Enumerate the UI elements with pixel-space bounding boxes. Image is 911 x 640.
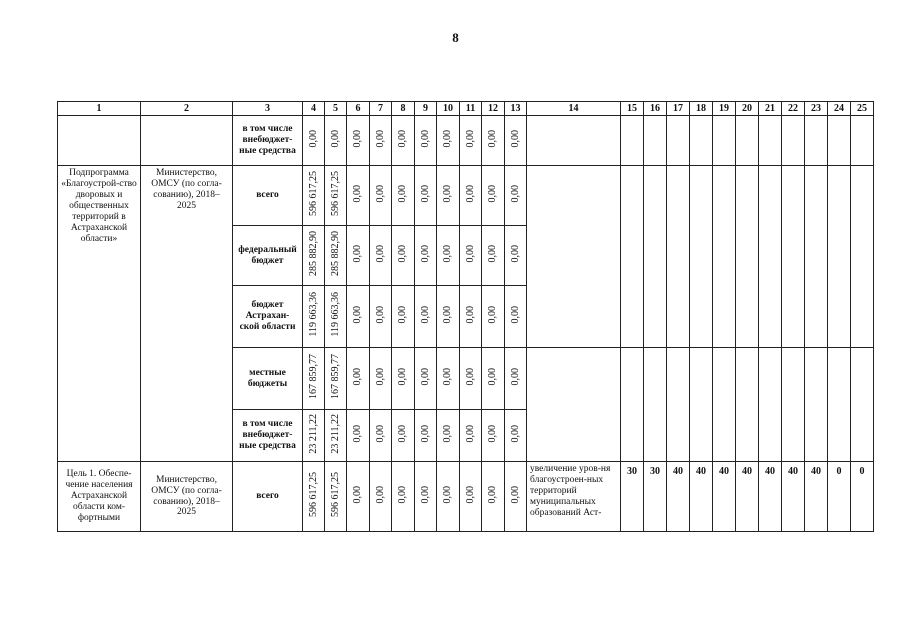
amount-value: 0,00 (509, 129, 521, 148)
amount-value: 0,00 (464, 244, 476, 263)
amount-value: 0,00 (442, 305, 454, 324)
amount-cell (460, 226, 482, 286)
amount-cell (437, 410, 460, 462)
amount-cell (392, 226, 415, 286)
amount-cell (347, 116, 370, 166)
header-cell: 23 (805, 102, 828, 116)
amount-value: 0,00 (464, 485, 476, 504)
amount-cell (325, 116, 347, 166)
amount-cell (460, 166, 482, 226)
table-row (58, 462, 874, 532)
header-cell: 6 (347, 102, 370, 116)
amount-value: 0,00 (419, 129, 431, 148)
amount-value: 0,00 (307, 129, 319, 148)
target-cell (851, 116, 874, 166)
amount-value: 0,00 (464, 129, 476, 148)
header-cell: 17 (667, 102, 690, 116)
amount-value: 0,00 (487, 367, 499, 386)
header-cell: 2 (141, 102, 233, 116)
amount-cell (325, 286, 347, 348)
amount-cell (415, 226, 437, 286)
amount-value: 0,00 (352, 485, 364, 504)
amount-cell (303, 410, 325, 462)
header-cell: 3 (233, 102, 303, 116)
amount-value: 0,00 (419, 184, 431, 203)
header-cell: 9 (415, 102, 437, 116)
amount-value: 0,00 (397, 244, 409, 263)
amount-value: 0,00 (352, 367, 364, 386)
amount-value: 0,00 (509, 184, 521, 203)
amount-cell (437, 462, 460, 532)
amount-cell (437, 348, 460, 410)
amount-cell (482, 286, 505, 348)
amount-value: 0,00 (352, 184, 364, 203)
amount-cell (437, 286, 460, 348)
amount-cell (415, 286, 437, 348)
amount-cell (347, 286, 370, 348)
amount-value: 0,00 (464, 367, 476, 386)
target-value: 40 (690, 462, 713, 532)
amount-value: 0,00 (374, 129, 386, 148)
target-cell (713, 166, 736, 348)
amount-cell (392, 286, 415, 348)
amount-cell (482, 410, 505, 462)
amount-cell (415, 410, 437, 462)
amount-value: 0,00 (487, 424, 499, 443)
header-cell: 7 (370, 102, 392, 116)
amount-value: 0,00 (487, 485, 499, 504)
target-cell (690, 116, 713, 166)
amount-cell (370, 166, 392, 226)
amount-cell (460, 116, 482, 166)
target-cell (736, 166, 759, 348)
amount-value: 596 617,25 (307, 171, 319, 217)
amount-cell (505, 410, 527, 462)
amount-value: 23 211,22 (307, 413, 319, 454)
source-label: бюджет Астрахан-ской области (233, 286, 303, 348)
target-cell (713, 116, 736, 166)
amount-value: 0,00 (487, 184, 499, 203)
amount-cell (392, 166, 415, 226)
amount-value: 0,00 (374, 424, 386, 443)
amount-value: 0,00 (464, 424, 476, 443)
amount-cell (505, 116, 527, 166)
amount-cell (482, 166, 505, 226)
amount-cell (347, 348, 370, 410)
target-cell (782, 348, 805, 462)
amount-cell (325, 410, 347, 462)
subprogram-name: Подпрограмма «Благоустрой-ство дворовых и общественных территорий в Астраханской области» (58, 166, 141, 462)
amount-value: 0,00 (374, 244, 386, 263)
target-cell (621, 116, 644, 166)
amount-value: 0,00 (374, 184, 386, 203)
target-value: 40 (805, 462, 828, 532)
target-cell (690, 348, 713, 462)
amount-value: 0,00 (442, 424, 454, 443)
amount-cell (460, 462, 482, 532)
program-name-cell (58, 116, 141, 166)
target-cell (644, 348, 667, 462)
header-cell: 5 (325, 102, 347, 116)
target-cell (759, 348, 782, 462)
source-label: местные бюджеты (233, 348, 303, 410)
amount-cell (325, 166, 347, 226)
amount-cell (505, 286, 527, 348)
amount-value: 0,00 (464, 305, 476, 324)
header-cell: 14 (527, 102, 621, 116)
amount-cell (505, 462, 527, 532)
target-cell (713, 348, 736, 462)
amount-cell (347, 166, 370, 226)
amount-cell (460, 286, 482, 348)
amount-cell (392, 410, 415, 462)
amount-cell (325, 226, 347, 286)
amount-cell (415, 166, 437, 226)
subprogram-executor: Министерство, ОМСУ (по согла-сованию), 2018–2025 (141, 166, 233, 462)
amount-cell (415, 348, 437, 410)
executor-cell (141, 116, 233, 166)
amount-value: 119 663,36 (329, 292, 341, 337)
amount-cell (437, 166, 460, 226)
source-label: в том числе внебюджет-ные средства (233, 410, 303, 462)
amount-cell (505, 166, 527, 226)
target-cell (667, 348, 690, 462)
amount-value: 167 859,77 (307, 354, 319, 400)
amount-value: 0,00 (397, 424, 409, 443)
header-cell: 10 (437, 102, 460, 116)
amount-value: 0,00 (419, 485, 431, 504)
target-cell (828, 166, 851, 348)
amount-cell (392, 348, 415, 410)
amount-cell (460, 410, 482, 462)
amount-value: 596 617,25 (329, 472, 341, 518)
amount-cell (370, 286, 392, 348)
goal-executor: Министерство, ОМСУ (по согла-сованию), 2018–2025 (141, 462, 233, 532)
amount-cell (370, 348, 392, 410)
target-cell (828, 348, 851, 462)
target-value: 30 (621, 462, 644, 532)
header-cell: 21 (759, 102, 782, 116)
target-value: 40 (713, 462, 736, 532)
amount-value: 0,00 (419, 424, 431, 443)
amount-value: 596 617,25 (307, 472, 319, 518)
target-cell (667, 116, 690, 166)
amount-cell (482, 116, 505, 166)
amount-value: 0,00 (397, 485, 409, 504)
amount-cell (482, 348, 505, 410)
amount-value: 0,00 (509, 485, 521, 504)
amount-value: 0,00 (419, 244, 431, 263)
amount-cell (392, 116, 415, 166)
amount-cell (460, 348, 482, 410)
amount-cell (325, 462, 347, 532)
header-cell: 24 (828, 102, 851, 116)
amount-value: 167 859,77 (329, 354, 341, 400)
amount-cell (303, 462, 325, 532)
amount-value: 0,00 (442, 367, 454, 386)
header-cell: 16 (644, 102, 667, 116)
amount-value: 0,00 (352, 424, 364, 443)
header-cell: 22 (782, 102, 805, 116)
amount-cell (303, 348, 325, 410)
amount-cell (505, 348, 527, 410)
header-cell: 19 (713, 102, 736, 116)
amount-value: 0,00 (509, 305, 521, 324)
header-cell: 1 (58, 102, 141, 116)
header-cell: 15 (621, 102, 644, 116)
amount-value: 0,00 (352, 305, 364, 324)
amount-value: 0,00 (419, 305, 431, 324)
amount-value: 0,00 (442, 129, 454, 148)
target-cell (782, 166, 805, 348)
amount-value: 0,00 (397, 367, 409, 386)
target-cell (644, 166, 667, 348)
target-cell (644, 116, 667, 166)
header-cell: 13 (505, 102, 527, 116)
amount-value: 0,00 (509, 424, 521, 443)
target-value: 40 (736, 462, 759, 532)
amount-value: 0,00 (442, 184, 454, 203)
target-cell (621, 166, 644, 348)
amount-cell (482, 462, 505, 532)
goal-indicator: увеличение уров-ня благоустроен-ных территорий муниципальных образований Аст- (527, 462, 621, 532)
amount-value: 0,00 (374, 367, 386, 386)
page-number: 8 (452, 30, 459, 45)
amount-cell (437, 116, 460, 166)
amount-value: 0,00 (487, 244, 499, 263)
amount-cell (303, 226, 325, 286)
amount-value: 0,00 (509, 367, 521, 386)
amount-value: 0,00 (329, 129, 341, 148)
target-cell (828, 116, 851, 166)
table-row (58, 166, 874, 226)
amount-value: 285 882,90 (329, 231, 341, 277)
amount-value: 0,00 (374, 305, 386, 324)
target-value: 40 (667, 462, 690, 532)
amount-cell (370, 410, 392, 462)
amount-value: 0,00 (487, 305, 499, 324)
amount-cell (370, 116, 392, 166)
amount-cell (347, 410, 370, 462)
indicator-cell (527, 116, 621, 166)
amount-cell (303, 286, 325, 348)
amount-value: 0,00 (487, 129, 499, 148)
source-label: всего (233, 166, 303, 226)
header-cell: 12 (482, 102, 505, 116)
amount-cell (370, 462, 392, 532)
amount-value: 596 617,25 (329, 171, 341, 217)
amount-cell (482, 226, 505, 286)
header-cell: 18 (690, 102, 713, 116)
amount-value: 0,00 (442, 244, 454, 263)
amount-cell (325, 348, 347, 410)
amount-cell (392, 462, 415, 532)
amount-value: 23 211,22 (329, 413, 341, 454)
target-cell (736, 116, 759, 166)
amount-value: 0,00 (397, 184, 409, 203)
target-cell (621, 348, 644, 462)
goal-name: Цель 1. Обеспе-чение населения Астраханской области ком-фортными (58, 462, 141, 532)
header-cell: 20 (736, 102, 759, 116)
target-cell (851, 166, 874, 348)
target-cell (805, 166, 828, 348)
amount-value: 0,00 (464, 184, 476, 203)
program-table (57, 101, 874, 532)
amount-value: 0,00 (509, 244, 521, 263)
indicator-cell (527, 166, 621, 348)
amount-value: 0,00 (352, 129, 364, 148)
target-cell (667, 166, 690, 348)
target-cell (759, 166, 782, 348)
amount-value: 0,00 (374, 485, 386, 504)
amount-value: 119 663,36 (307, 292, 319, 337)
target-value: 40 (782, 462, 805, 532)
target-value: 40 (759, 462, 782, 532)
amount-cell (505, 226, 527, 286)
amount-cell (370, 226, 392, 286)
amount-value: 285 882,90 (307, 231, 319, 277)
target-cell (759, 116, 782, 166)
target-value: 0 (828, 462, 851, 532)
amount-cell (437, 226, 460, 286)
amount-value: 0,00 (397, 305, 409, 324)
target-cell (851, 348, 874, 462)
target-value: 30 (644, 462, 667, 532)
amount-cell (415, 116, 437, 166)
header-cell: 8 (392, 102, 415, 116)
target-cell (782, 116, 805, 166)
target-cell (690, 166, 713, 348)
header-cell: 11 (460, 102, 482, 116)
target-cell (736, 348, 759, 462)
amount-cell (347, 462, 370, 532)
indicator-cell (527, 348, 621, 462)
amount-cell (303, 116, 325, 166)
header-cell: 4 (303, 102, 325, 116)
amount-value: 0,00 (442, 485, 454, 504)
amount-cell (347, 226, 370, 286)
target-cell (805, 116, 828, 166)
target-cell (805, 348, 828, 462)
source-label: всего (233, 462, 303, 532)
target-value: 0 (851, 462, 874, 532)
amount-value: 0,00 (397, 129, 409, 148)
amount-cell (415, 462, 437, 532)
header-cell: 25 (851, 102, 874, 116)
table-row (58, 116, 874, 166)
source-label: в том числе внебюджет-ные средства (233, 116, 303, 166)
amount-value: 0,00 (419, 367, 431, 386)
amount-value: 0,00 (352, 244, 364, 263)
source-label: федеральный бюджет (233, 226, 303, 286)
amount-cell (303, 166, 325, 226)
header-row (58, 102, 874, 116)
